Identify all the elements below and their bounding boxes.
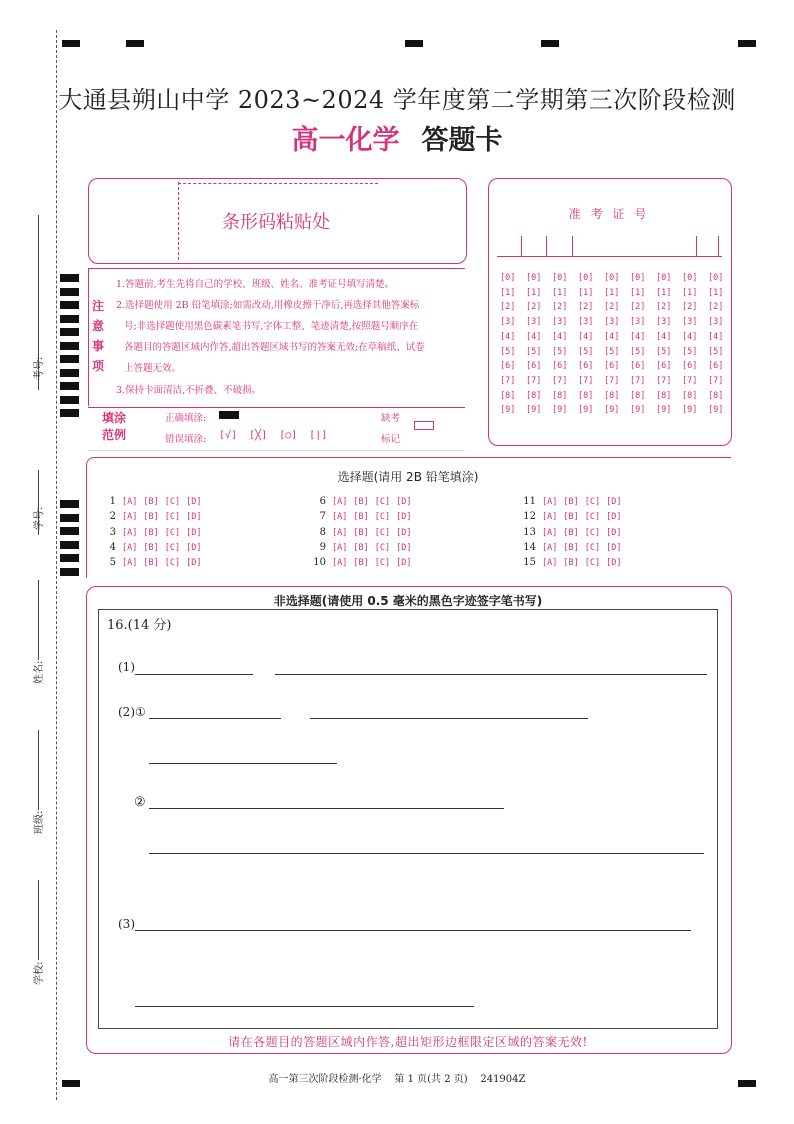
exam-id-cell-divider [718, 236, 719, 256]
barcode-label: 条形码粘贴处 [222, 212, 330, 233]
exam-id-bubble[interactable]: [8] [656, 390, 672, 401]
mcq-question [520, 542, 627, 553]
part-2b-label: ② [134, 795, 146, 810]
mcq-option-bubble[interactable]: [D] [186, 497, 202, 507]
mcq-option-bubble[interactable]: [B] [353, 558, 369, 569]
mcq-option-bubble[interactable]: [C] [584, 497, 601, 507]
absent-mark-box[interactable] [414, 421, 434, 430]
part-1-answer-line[interactable] [135, 674, 253, 675]
exam-id-bubble[interactable]: [1] [656, 287, 672, 298]
mcq-option-bubble[interactable]: [C] [374, 542, 391, 553]
exam-id-bubble[interactable]: [4] [578, 331, 594, 342]
exam-id-bubble[interactable]: [0] [708, 273, 724, 283]
exam-id-cell-divider [696, 236, 697, 256]
timing-mark [60, 500, 79, 508]
mcq-option-bubble[interactable]: [B] [143, 527, 159, 538]
notice-heading [92, 296, 104, 376]
fill-example-heading [102, 410, 126, 444]
exam-id-bubble[interactable]: [0] [682, 273, 698, 283]
mcq-option-bubble[interactable]: [A] [122, 497, 138, 507]
correct-fill-sample [219, 411, 239, 419]
binding-line [56, 30, 57, 1100]
mcq-option-bubble[interactable]: [C] [374, 558, 391, 569]
exam-id-bubble[interactable]: [7] [656, 375, 672, 386]
mcq-question-number: 14 [523, 541, 536, 553]
exam-id-bubble[interactable]: [7] [708, 375, 724, 386]
exam-id-bubble[interactable]: [5] [500, 346, 516, 357]
exam-id-cell-divider [521, 236, 522, 256]
timing-mark [60, 554, 79, 562]
answer-card-label: 答题卡 [421, 125, 503, 156]
question-16-label: 16.(14 分) [107, 618, 172, 633]
timing-mark [60, 315, 79, 323]
timing-mark [60, 409, 79, 417]
part-2-answer-line[interactable] [149, 763, 337, 764]
exam-id-entry-row [497, 236, 722, 257]
mcq-option-bubble[interactable]: [C] [584, 558, 601, 569]
exam-id-bubble[interactable]: [9] [630, 405, 646, 416]
mcq-question [100, 542, 207, 553]
mcq-option-bubble[interactable]: [B] [563, 558, 579, 569]
exam-id-bubble[interactable]: [2] [526, 302, 542, 313]
timing-mark [60, 527, 79, 535]
mcq-option-bubble[interactable]: [D] [606, 512, 622, 523]
mcq-option-bubble[interactable]: [A] [332, 558, 348, 569]
exam-id-bubble[interactable]: [3] [552, 317, 568, 328]
exam-id-bubble[interactable]: [2] [656, 302, 672, 313]
fill-example-bottom-rule [88, 450, 465, 451]
mcq-option-bubble[interactable]: [B] [353, 527, 369, 538]
exam-title: 大通县朔山中学 2023~2024 学年度第二学期第三次阶段检测 [58, 86, 736, 114]
registration-mark [738, 40, 756, 47]
mcq-option-bubble[interactable]: [D] [186, 527, 202, 538]
exam-id-bubble[interactable]: [3] [604, 317, 620, 328]
exam-id-bubble[interactable]: [6] [500, 361, 516, 372]
exam-id-bubble[interactable]: [5] [682, 346, 698, 357]
mcq-option-bubble[interactable]: [A] [122, 558, 138, 569]
mcq-option-bubble[interactable]: [B] [143, 558, 159, 569]
mcq-question-number: 9 [319, 541, 326, 553]
mcq-question-number: 12 [523, 511, 536, 523]
class-label: 班级: [34, 810, 45, 834]
mcq-option-bubble[interactable]: [B] [563, 527, 579, 538]
exam-id-bubble[interactable]: [5] [552, 346, 568, 357]
timing-mark [60, 342, 79, 350]
part-2b-answer-line[interactable] [149, 808, 504, 809]
mcq-option-bubble[interactable]: [D] [396, 527, 412, 538]
mcq-option-bubble[interactable]: [D] [396, 497, 412, 507]
exam-id-bubble[interactable]: [8] [552, 390, 568, 401]
mcq-question-number: 5 [109, 557, 116, 569]
exam-id-bubble[interactable]: [4] [500, 331, 516, 342]
mcq-question-number: 13 [523, 526, 536, 538]
mcq-option-bubble[interactable]: [B] [563, 542, 579, 553]
exam-id-bubble[interactable]: [1] [526, 287, 542, 298]
school-field [38, 880, 39, 960]
exam-id-bubble[interactable]: [4] [708, 331, 724, 342]
timing-mark [60, 568, 79, 576]
mcq-question-number: 3 [109, 526, 116, 538]
notice-heading-char: 项 [92, 359, 105, 373]
exam-id-bubble[interactable]: [8] [630, 390, 646, 401]
exam-id-bubble[interactable]: [2] [552, 302, 568, 313]
exam-id-cell-divider [546, 236, 547, 256]
exam-id-bubble[interactable]: [3] [578, 317, 594, 328]
mcq-question [100, 496, 207, 507]
student-number-label: 学号: [34, 506, 45, 530]
wrong-mark-check: [√] [219, 430, 238, 441]
exam-id-bubble[interactable]: [8] [500, 390, 516, 401]
exam-id-bubble[interactable]: [9] [500, 405, 516, 416]
exam-id-bubble[interactable]: [9] [604, 405, 620, 416]
exam-id-bubble[interactable]: [2] [500, 302, 516, 313]
timing-mark [60, 514, 79, 522]
timing-mark [60, 355, 79, 363]
mcq-option-bubble[interactable]: [C] [164, 527, 181, 538]
part-2-answer-line[interactable] [149, 718, 281, 719]
exam-id-bubble[interactable]: [5] [708, 346, 724, 357]
notice-heading-char: 意 [92, 319, 105, 333]
exam-id-bubble[interactable]: [8] [708, 390, 724, 401]
notice-heading-char: 事 [92, 339, 105, 353]
exam-id-bubble[interactable]: [3] [630, 317, 646, 328]
exam-id-bubble[interactable]: [8] [682, 390, 698, 401]
written-title: 非选择题(请使用 0.5 毫米的黑色字迹签字笔书写) [273, 594, 543, 608]
exam-id-bubble[interactable]: [0] [630, 273, 646, 283]
exam-id-bubble[interactable]: [7] [578, 375, 594, 386]
part-1-answer-line[interactable] [275, 674, 707, 675]
mcq-option-bubble[interactable]: [A] [332, 497, 348, 507]
mcq-option-bubble[interactable]: [D] [606, 542, 622, 553]
exam-id-bubble[interactable]: [9] [656, 405, 672, 416]
part-3-answer-line[interactable] [135, 1006, 474, 1007]
exam-id-bubble[interactable]: [8] [604, 390, 620, 401]
mcq-option-bubble[interactable]: [A] [332, 542, 348, 553]
mcq-option-bubble[interactable]: [A] [332, 512, 348, 523]
mcq-option-bubble[interactable]: [C] [164, 512, 181, 523]
exam-id-bubble[interactable]: [4] [656, 331, 672, 342]
timing-mark [60, 288, 79, 296]
exam-id-bubble[interactable]: [2] [604, 302, 620, 313]
exam-id-bubble[interactable]: [4] [682, 331, 698, 342]
wrong-mark-circle: [○] [279, 430, 298, 441]
exam-id-bubble[interactable]: [3] [526, 317, 542, 328]
exam-id-bubble[interactable]: [6] [604, 361, 620, 372]
mcq-option-bubble[interactable]: [C] [584, 512, 601, 523]
exam-id-bubble[interactable]: [8] [526, 390, 542, 401]
exam-id-bubble[interactable]: [2] [630, 302, 646, 313]
notice-heading-char: 注 [92, 299, 105, 313]
exam-id-bubble[interactable]: [4] [552, 331, 568, 342]
mcq-question [310, 527, 417, 538]
exam-id-bubble[interactable]: [4] [526, 331, 542, 342]
exam-id-bubble[interactable]: [0] [604, 273, 620, 283]
mcq-option-bubble[interactable]: [C] [584, 527, 601, 538]
part-3-label: (3) [118, 917, 135, 931]
exam-id-bubble[interactable]: [1] [682, 287, 698, 298]
mcq-option-bubble[interactable]: [A] [332, 527, 348, 538]
mcq-question-number: 2 [109, 511, 116, 523]
mcq-question [520, 557, 627, 568]
question-16-box [98, 609, 718, 1029]
mcq-question [520, 511, 627, 522]
mcq-question-number: 15 [523, 557, 536, 569]
notice-line: 号;非选择题使用黑色碳素笔书写,字体工整、笔迹清楚,按照题号顺序在 [124, 321, 419, 332]
mcq-option-bubble[interactable]: [D] [606, 497, 622, 507]
mcq-option-bubble[interactable]: [C] [164, 558, 181, 569]
notice-line: 1.答题前,考生先将自己的学校、班级、姓名、准考证号填写清楚。 [116, 279, 395, 290]
mcq-option-bubble[interactable]: [D] [186, 558, 202, 569]
exam-id-bubble[interactable]: [7] [682, 375, 698, 386]
mcq-option-bubble[interactable]: [B] [143, 512, 159, 523]
mcq-option-bubble[interactable]: [D] [606, 558, 622, 569]
mcq-question-number: 6 [319, 496, 326, 507]
card-title [0, 118, 794, 157]
part-1-label: (1) [118, 660, 135, 674]
exam-id-bubble[interactable]: [1] [630, 287, 646, 298]
mcq-option-bubble[interactable]: [D] [396, 542, 412, 553]
exam-id-bubble[interactable]: [4] [604, 331, 620, 342]
exam-id-bubble[interactable]: [1] [552, 287, 568, 298]
mcq-question [310, 496, 417, 507]
exam-id-bubble[interactable]: [0] [578, 273, 594, 283]
mcq-option-bubble[interactable]: [A] [542, 558, 558, 569]
class-field [38, 730, 39, 810]
exam-id-bubble[interactable]: [6] [656, 361, 672, 372]
mcq-option-bubble[interactable]: [B] [143, 542, 159, 553]
part-2-label: (2)① [118, 705, 146, 719]
mcq-option-bubble[interactable]: [A] [542, 497, 558, 507]
wrong-fill-samples [219, 430, 327, 441]
correct-fill-label: 正确填涂: [165, 413, 207, 424]
exam-id-bubble[interactable]: [1] [604, 287, 620, 298]
exam-id-bubble[interactable]: [7] [630, 375, 646, 386]
timing-mark [60, 541, 79, 549]
exam-id-bubble[interactable]: [0] [526, 273, 542, 283]
mcq-option-bubble[interactable]: [A] [122, 542, 138, 553]
exam-id-bubble[interactable]: [7] [500, 375, 516, 386]
exam-id-label: 准 考 证 号 [568, 207, 650, 221]
exam-id-bubble[interactable]: [6] [526, 361, 542, 372]
exam-id-bubble[interactable]: [6] [682, 361, 698, 372]
registration-mark [62, 40, 80, 47]
barcode-dashed-divider [178, 182, 179, 260]
exam-id-cell-divider [572, 236, 573, 256]
exam-id-bubble[interactable]: [7] [526, 375, 542, 386]
mcq-option-bubble[interactable]: [D] [396, 558, 412, 569]
timing-mark [60, 369, 79, 377]
exam-id-bubble[interactable]: [3] [708, 317, 724, 328]
mcq-option-bubble[interactable]: [C] [374, 512, 391, 523]
wrong-mark-cross: [╳] [249, 430, 268, 441]
timing-mark [60, 328, 79, 336]
mcq-option-bubble[interactable]: [B] [563, 497, 579, 507]
registration-mark [126, 40, 144, 47]
exam-id-bubble[interactable]: [1] [500, 287, 516, 298]
mcq-option-bubble[interactable]: [D] [396, 512, 412, 523]
mcq-question [310, 557, 417, 568]
mcq-option-bubble[interactable]: [B] [143, 497, 159, 507]
mcq-option-bubble[interactable]: [C] [374, 527, 391, 538]
mcq-question [100, 511, 207, 522]
timing-mark [60, 274, 79, 282]
mcq-question [310, 542, 417, 553]
exam-id-bubble[interactable]: [0] [552, 273, 568, 283]
mcq-question-number: 11 [523, 496, 536, 507]
exam-id-bubble[interactable]: [9] [526, 405, 542, 416]
exam-id-bubble[interactable]: [5] [604, 346, 620, 357]
mcq-question-number: 10 [313, 557, 326, 569]
part-3-answer-line[interactable] [135, 930, 691, 931]
name-label: 姓名: [34, 660, 45, 684]
mcq-option-bubble[interactable]: [B] [353, 512, 369, 523]
exam-number-label: 考号: [34, 356, 45, 380]
registration-mark [541, 40, 559, 47]
mcq-title: 选择题(请用 2B 铅笔填涂) [337, 470, 479, 484]
exam-id-bubble[interactable]: [1] [708, 287, 724, 298]
mcq-question [520, 527, 627, 538]
mcq-question-number: 4 [109, 541, 116, 553]
exam-id-bubble[interactable]: [6] [552, 361, 568, 372]
page-footer: 高一第三次阶段检测·化学 第 1 页(共 2 页) 241904Z [268, 1074, 526, 1085]
exam-id-bubble[interactable]: [0] [500, 273, 516, 283]
exam-id-bubble[interactable]: [9] [682, 405, 698, 416]
mcq-option-bubble[interactable]: [C] [164, 497, 181, 507]
part-2b-answer-line[interactable] [149, 853, 704, 854]
exam-id-bubble[interactable]: [3] [682, 317, 698, 328]
fill-example-heading-1: 填涂 [102, 411, 127, 425]
exam-id-bubble[interactable]: [5] [656, 346, 672, 357]
part-2-answer-line[interactable] [310, 718, 588, 719]
notice-line: 2.选择题使用 2B 铅笔填涂;如需改动,用橡皮擦干净后,再选择其他答案标 [116, 300, 420, 311]
school-label: 学校: [34, 961, 45, 985]
exam-id-bubble[interactable]: [7] [604, 375, 620, 386]
exam-id-bubble[interactable]: [9] [578, 405, 594, 416]
timing-mark [60, 301, 79, 309]
exam-id-bubble[interactable]: [5] [526, 346, 542, 357]
absent-mark-label: 标记 [381, 434, 401, 445]
mcq-option-bubble[interactable]: [D] [186, 512, 202, 523]
mcq-option-bubble[interactable]: [D] [606, 527, 622, 538]
mcq-option-bubble[interactable]: [A] [542, 527, 558, 538]
exam-id-bubble[interactable]: [8] [578, 390, 594, 401]
exam-id-bubble[interactable]: [2] [682, 302, 698, 313]
mcq-option-bubble[interactable]: [C] [374, 497, 391, 507]
exam-id-bubble[interactable]: [6] [630, 361, 646, 372]
notice-line: 上答题无效。 [124, 363, 182, 374]
mcq-option-bubble[interactable]: [A] [122, 512, 138, 523]
exam-id-bubble[interactable]: [6] [578, 361, 594, 372]
exam-id-bubble[interactable]: [3] [656, 317, 672, 328]
mcq-option-bubble[interactable]: [A] [542, 512, 558, 523]
registration-mark [405, 40, 423, 47]
footer-warning: 请在各题目的答题区域内作答,超出矩形边框限定区域的答案无效! [228, 1035, 588, 1049]
exam-id-bubble[interactable]: [5] [630, 346, 646, 357]
timing-mark [60, 396, 79, 404]
exam-id-bubble[interactable]: [7] [552, 375, 568, 386]
mcq-option-bubble[interactable]: [A] [122, 527, 138, 538]
exam-id-bubble[interactable]: [9] [708, 405, 724, 416]
exam-id-bubble[interactable]: [6] [708, 361, 724, 372]
timing-mark [60, 382, 79, 390]
exam-id-bubble[interactable]: [4] [630, 331, 646, 342]
notice-line: 3.保持卡面清洁,不折叠、不破损。 [116, 385, 262, 396]
mcq-question-number: 7 [319, 511, 326, 523]
fill-example-heading-2: 范例 [102, 428, 127, 442]
mcq-option-bubble[interactable]: [C] [164, 542, 181, 553]
mcq-option-bubble[interactable]: [D] [186, 542, 202, 553]
wrong-fill-label: 错误填涂: [165, 434, 207, 445]
mcq-option-bubble[interactable]: [B] [353, 542, 369, 553]
mcq-question-number: 1 [109, 496, 116, 507]
notice-line: 各题目的答题区域内作答,超出答题区域书写的答案无效;在草稿纸、试卷 [124, 342, 425, 353]
exam-id-bubble[interactable]: [5] [578, 346, 594, 357]
notice-left-border [88, 268, 89, 406]
mcq-option-bubble[interactable]: [B] [563, 512, 579, 523]
mcq-question-number: 8 [319, 526, 326, 538]
mcq-question [100, 527, 207, 538]
mcq-question [520, 496, 627, 507]
exam-id-bubble[interactable]: [2] [578, 302, 594, 313]
exam-id-bubble[interactable]: [0] [656, 273, 672, 283]
mcq-option-bubble[interactable]: [A] [542, 542, 558, 553]
mcq-question [310, 511, 417, 522]
mcq-option-bubble[interactable]: [B] [353, 497, 369, 507]
barcode-dashed-top [178, 183, 378, 184]
exam-id-bubble[interactable]: [9] [552, 405, 568, 416]
absent-label: 缺考 [381, 413, 401, 424]
name-field [38, 580, 39, 660]
exam-id-bubble[interactable]: [2] [708, 302, 724, 313]
exam-id-bubble[interactable]: [1] [578, 287, 594, 298]
mcq-option-bubble[interactable]: [C] [584, 542, 601, 553]
exam-id-bubble[interactable]: [3] [500, 317, 516, 328]
subject-title: 高一化学 [291, 125, 400, 156]
wrong-mark-line: [|] [309, 430, 328, 441]
mcq-question [100, 557, 207, 568]
